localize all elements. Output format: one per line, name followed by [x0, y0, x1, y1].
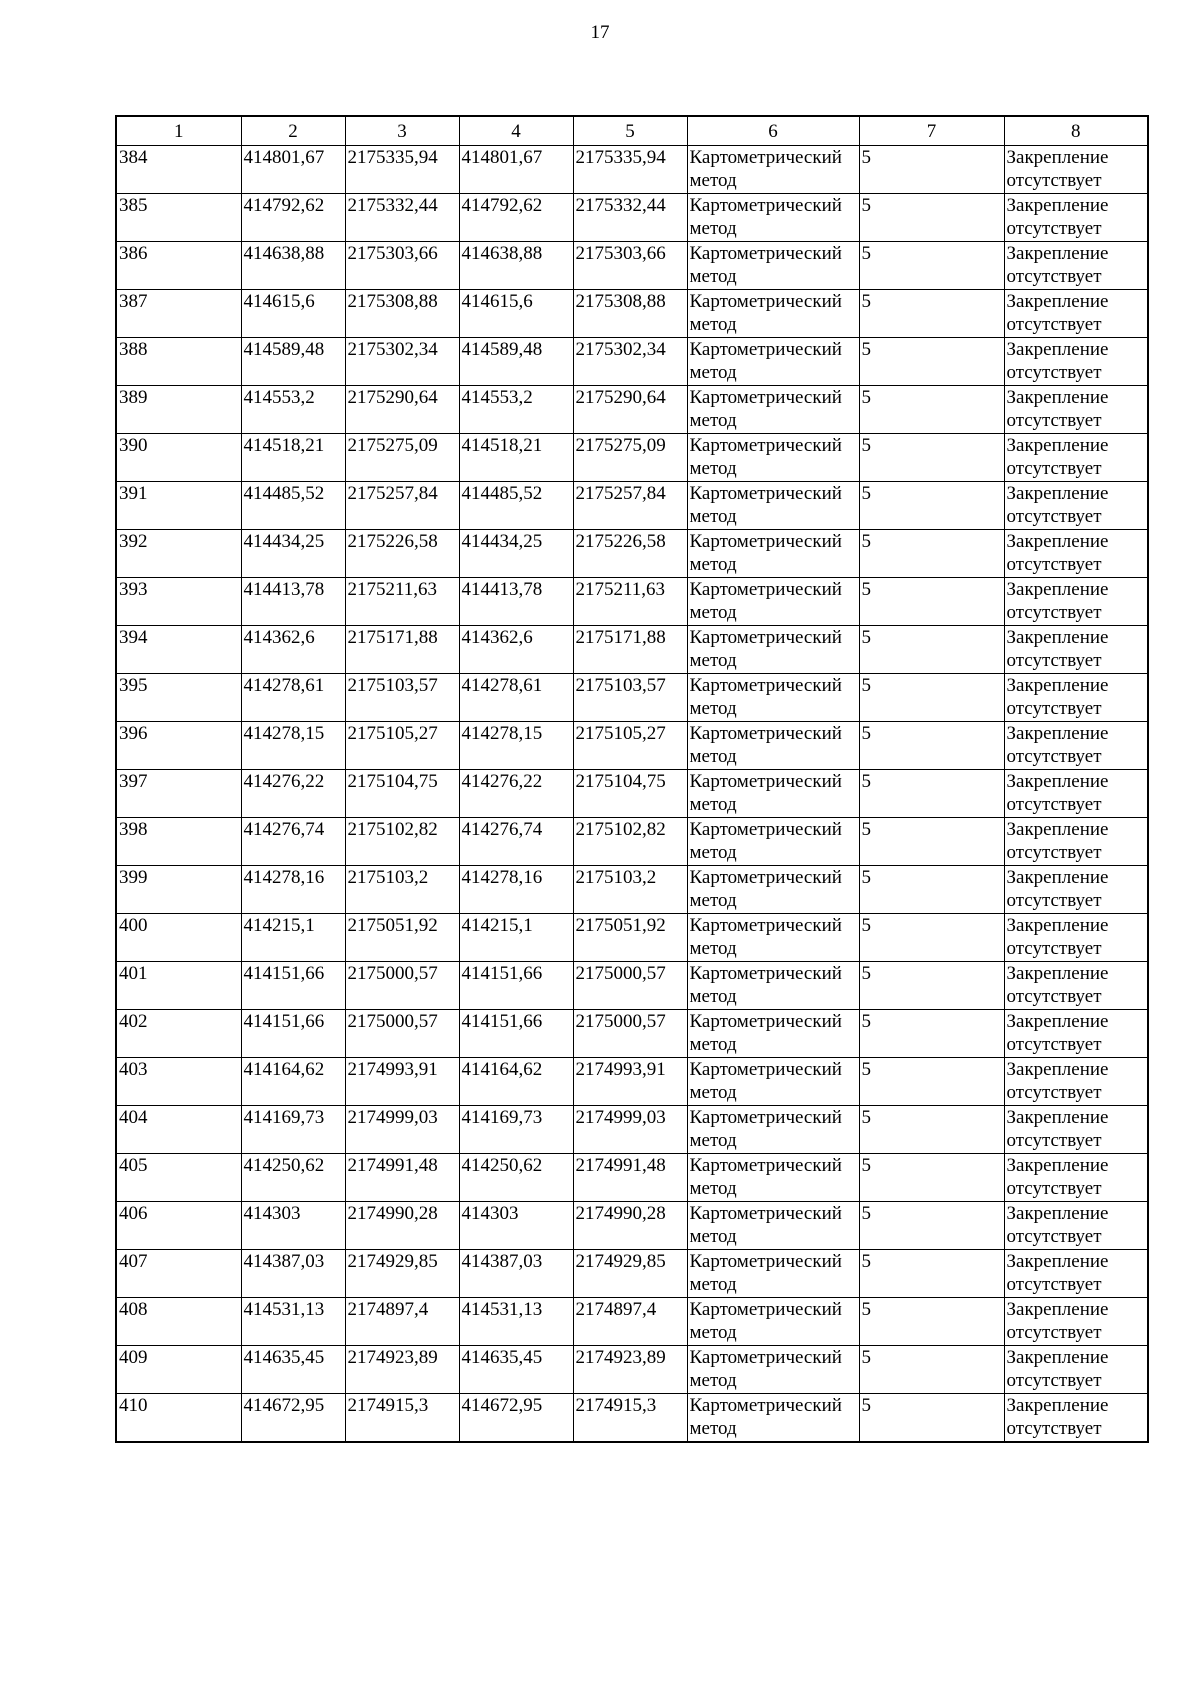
- method-cell: Картометрический метод: [687, 146, 859, 194]
- accuracy-cell: 5: [859, 146, 1004, 194]
- x-coordinate-cell: 414635,45: [241, 1346, 345, 1394]
- method-cell: Картометрический метод: [687, 770, 859, 818]
- accuracy-cell: 5: [859, 962, 1004, 1010]
- point-number-cell: 388: [116, 338, 241, 386]
- fixation-cell: Закрепление отсутствует: [1004, 338, 1148, 386]
- table-row: [116, 1106, 1148, 1154]
- y-coordinate-cell: 2175102,82: [573, 818, 687, 866]
- fixation-cell: Закрепление отсутствует: [1004, 1154, 1148, 1202]
- point-number-cell: 397: [116, 770, 241, 818]
- fixation-cell: Закрепление отсутствует: [1004, 722, 1148, 770]
- y-coordinate-cell: 2175302,34: [345, 338, 459, 386]
- method-cell: Картометрический метод: [687, 530, 859, 578]
- y-coordinate-cell: 2175171,88: [345, 626, 459, 674]
- y-coordinate-cell: 2174993,91: [573, 1058, 687, 1106]
- x-coordinate-cell: 414553,2: [459, 386, 573, 434]
- accuracy-cell: 5: [859, 1058, 1004, 1106]
- fixation-cell: Закрепление отсутствует: [1004, 1250, 1148, 1298]
- table-row: [116, 530, 1148, 578]
- accuracy-cell: 5: [859, 530, 1004, 578]
- fixation-cell: Закрепление отсутствует: [1004, 1058, 1148, 1106]
- point-number-cell: 402: [116, 1010, 241, 1058]
- y-coordinate-cell: 2175226,58: [573, 530, 687, 578]
- y-coordinate-cell: 2175308,88: [573, 290, 687, 338]
- method-cell: Картометрический метод: [687, 1010, 859, 1058]
- accuracy-cell: 5: [859, 914, 1004, 962]
- x-coordinate-cell: 414151,66: [241, 962, 345, 1010]
- accuracy-cell: 5: [859, 1106, 1004, 1154]
- column-header: 3: [345, 116, 459, 146]
- method-cell: Картометрический метод: [687, 962, 859, 1010]
- y-coordinate-cell: 2175102,82: [345, 818, 459, 866]
- y-coordinate-cell: 2175332,44: [573, 194, 687, 242]
- x-coordinate-cell: 414362,6: [459, 626, 573, 674]
- point-number-cell: 398: [116, 818, 241, 866]
- y-coordinate-cell: 2175103,2: [573, 866, 687, 914]
- x-coordinate-cell: 414387,03: [241, 1250, 345, 1298]
- y-coordinate-cell: 2174929,85: [573, 1250, 687, 1298]
- fixation-cell: Закрепление отсутствует: [1004, 866, 1148, 914]
- y-coordinate-cell: 2175211,63: [573, 578, 687, 626]
- accuracy-cell: 5: [859, 1346, 1004, 1394]
- fixation-cell: Закрепление отсутствует: [1004, 1106, 1148, 1154]
- accuracy-cell: 5: [859, 770, 1004, 818]
- y-coordinate-cell: 2175104,75: [573, 770, 687, 818]
- point-number-cell: 389: [116, 386, 241, 434]
- point-number-cell: 404: [116, 1106, 241, 1154]
- method-cell: Картометрический метод: [687, 866, 859, 914]
- x-coordinate-cell: 414169,73: [241, 1106, 345, 1154]
- accuracy-cell: 5: [859, 674, 1004, 722]
- fixation-cell: Закрепление отсутствует: [1004, 290, 1148, 338]
- table-row: [116, 1058, 1148, 1106]
- table-row: [116, 434, 1148, 482]
- method-cell: Картометрический метод: [687, 1202, 859, 1250]
- y-coordinate-cell: 2175171,88: [573, 626, 687, 674]
- method-cell: Картометрический метод: [687, 386, 859, 434]
- point-number-cell: 391: [116, 482, 241, 530]
- x-coordinate-cell: 414303: [459, 1202, 573, 1250]
- y-coordinate-cell: 2175104,75: [345, 770, 459, 818]
- accuracy-cell: 5: [859, 194, 1004, 242]
- y-coordinate-cell: 2175000,57: [573, 1010, 687, 1058]
- x-coordinate-cell: 414278,15: [459, 722, 573, 770]
- x-coordinate-cell: 414589,48: [241, 338, 345, 386]
- method-cell: Картометрический метод: [687, 818, 859, 866]
- point-number-cell: 385: [116, 194, 241, 242]
- table-row: [116, 626, 1148, 674]
- x-coordinate-cell: 414615,6: [241, 290, 345, 338]
- table-body: [116, 146, 1148, 1443]
- y-coordinate-cell: 2175000,57: [573, 962, 687, 1010]
- point-number-cell: 408: [116, 1298, 241, 1346]
- method-cell: Картометрический метод: [687, 578, 859, 626]
- y-coordinate-cell: 2174929,85: [345, 1250, 459, 1298]
- x-coordinate-cell: 414518,21: [241, 434, 345, 482]
- x-coordinate-cell: 414215,1: [241, 914, 345, 962]
- x-coordinate-cell: 414169,73: [459, 1106, 573, 1154]
- y-coordinate-cell: 2174923,89: [345, 1346, 459, 1394]
- x-coordinate-cell: 414278,61: [459, 674, 573, 722]
- x-coordinate-cell: 414278,16: [241, 866, 345, 914]
- column-header: 8: [1004, 116, 1148, 146]
- x-coordinate-cell: 414164,62: [459, 1058, 573, 1106]
- x-coordinate-cell: 414250,62: [459, 1154, 573, 1202]
- y-coordinate-cell: 2175103,57: [573, 674, 687, 722]
- method-cell: Картометрический метод: [687, 626, 859, 674]
- table-row: [116, 818, 1148, 866]
- point-number-cell: 387: [116, 290, 241, 338]
- x-coordinate-cell: 414518,21: [459, 434, 573, 482]
- accuracy-cell: 5: [859, 818, 1004, 866]
- x-coordinate-cell: 414434,25: [459, 530, 573, 578]
- fixation-cell: Закрепление отсутствует: [1004, 914, 1148, 962]
- x-coordinate-cell: 414485,52: [241, 482, 345, 530]
- column-header: 4: [459, 116, 573, 146]
- method-cell: Картометрический метод: [687, 242, 859, 290]
- x-coordinate-cell: 414276,74: [241, 818, 345, 866]
- accuracy-cell: 5: [859, 482, 1004, 530]
- point-number-cell: 399: [116, 866, 241, 914]
- table-row: [116, 290, 1148, 338]
- x-coordinate-cell: 414276,22: [241, 770, 345, 818]
- x-coordinate-cell: 414413,78: [241, 578, 345, 626]
- method-cell: Картометрический метод: [687, 338, 859, 386]
- table-row: [116, 674, 1148, 722]
- point-number-cell: 407: [116, 1250, 241, 1298]
- method-cell: Картометрический метод: [687, 482, 859, 530]
- x-coordinate-cell: 414531,13: [241, 1298, 345, 1346]
- method-cell: Картометрический метод: [687, 194, 859, 242]
- column-header: 5: [573, 116, 687, 146]
- fixation-cell: Закрепление отсутствует: [1004, 530, 1148, 578]
- x-coordinate-cell: 414276,74: [459, 818, 573, 866]
- method-cell: Картометрический метод: [687, 290, 859, 338]
- table-row: [116, 386, 1148, 434]
- coordinates-table: [115, 115, 1149, 1443]
- y-coordinate-cell: 2175226,58: [345, 530, 459, 578]
- y-coordinate-cell: 2174999,03: [345, 1106, 459, 1154]
- point-number-cell: 396: [116, 722, 241, 770]
- x-coordinate-cell: 414801,67: [241, 146, 345, 194]
- point-number-cell: 390: [116, 434, 241, 482]
- table-row: [116, 914, 1148, 962]
- y-coordinate-cell: 2175211,63: [345, 578, 459, 626]
- x-coordinate-cell: 414151,66: [459, 962, 573, 1010]
- y-coordinate-cell: 2175275,09: [573, 434, 687, 482]
- y-coordinate-cell: 2175290,64: [345, 386, 459, 434]
- y-coordinate-cell: 2175290,64: [573, 386, 687, 434]
- x-coordinate-cell: 414413,78: [459, 578, 573, 626]
- y-coordinate-cell: 2175051,92: [345, 914, 459, 962]
- x-coordinate-cell: 414215,1: [459, 914, 573, 962]
- table-row: [116, 866, 1148, 914]
- accuracy-cell: 5: [859, 722, 1004, 770]
- fixation-cell: Закрепление отсутствует: [1004, 194, 1148, 242]
- table-row: [116, 1394, 1148, 1443]
- y-coordinate-cell: 2174897,4: [345, 1298, 459, 1346]
- x-coordinate-cell: 414434,25: [241, 530, 345, 578]
- fixation-cell: Закрепление отсутствует: [1004, 1394, 1148, 1443]
- y-coordinate-cell: 2175302,34: [573, 338, 687, 386]
- column-header: 7: [859, 116, 1004, 146]
- accuracy-cell: 5: [859, 338, 1004, 386]
- x-coordinate-cell: 414672,95: [241, 1394, 345, 1443]
- point-number-cell: 409: [116, 1346, 241, 1394]
- fixation-cell: Закрепление отсутствует: [1004, 242, 1148, 290]
- table-row: [116, 146, 1148, 194]
- y-coordinate-cell: 2175000,57: [345, 962, 459, 1010]
- point-number-cell: 394: [116, 626, 241, 674]
- fixation-cell: Закрепление отсутствует: [1004, 626, 1148, 674]
- method-cell: Картометрический метод: [687, 1346, 859, 1394]
- accuracy-cell: 5: [859, 1250, 1004, 1298]
- method-cell: Картометрический метод: [687, 1058, 859, 1106]
- y-coordinate-cell: 2175105,27: [573, 722, 687, 770]
- method-cell: Картометрический метод: [687, 1250, 859, 1298]
- accuracy-cell: 5: [859, 242, 1004, 290]
- y-coordinate-cell: 2175103,2: [345, 866, 459, 914]
- fixation-cell: Закрепление отсутствует: [1004, 434, 1148, 482]
- y-coordinate-cell: 2175275,09: [345, 434, 459, 482]
- x-coordinate-cell: 414589,48: [459, 338, 573, 386]
- x-coordinate-cell: 414638,88: [241, 242, 345, 290]
- point-number-cell: 395: [116, 674, 241, 722]
- y-coordinate-cell: 2175332,44: [345, 194, 459, 242]
- fixation-cell: Закрепление отсутствует: [1004, 674, 1148, 722]
- table-row: [116, 770, 1148, 818]
- x-coordinate-cell: 414638,88: [459, 242, 573, 290]
- fixation-cell: Закрепление отсутствует: [1004, 1346, 1148, 1394]
- table-row: [116, 1250, 1148, 1298]
- point-number-cell: 403: [116, 1058, 241, 1106]
- table-row: [116, 578, 1148, 626]
- point-number-cell: 400: [116, 914, 241, 962]
- fixation-cell: Закрепление отсутствует: [1004, 962, 1148, 1010]
- method-cell: Картометрический метод: [687, 434, 859, 482]
- y-coordinate-cell: 2175051,92: [573, 914, 687, 962]
- y-coordinate-cell: 2174990,28: [345, 1202, 459, 1250]
- method-cell: Картометрический метод: [687, 722, 859, 770]
- table-row: [116, 1298, 1148, 1346]
- table-row: [116, 1346, 1148, 1394]
- x-coordinate-cell: 414801,67: [459, 146, 573, 194]
- table-row: [116, 482, 1148, 530]
- accuracy-cell: 5: [859, 434, 1004, 482]
- y-coordinate-cell: 2174897,4: [573, 1298, 687, 1346]
- x-coordinate-cell: 414250,62: [241, 1154, 345, 1202]
- method-cell: Картометрический метод: [687, 1154, 859, 1202]
- fixation-cell: Закрепление отсутствует: [1004, 578, 1148, 626]
- table-row: [116, 242, 1148, 290]
- y-coordinate-cell: 2175308,88: [345, 290, 459, 338]
- x-coordinate-cell: 414792,62: [241, 194, 345, 242]
- x-coordinate-cell: 414151,66: [241, 1010, 345, 1058]
- x-coordinate-cell: 414278,61: [241, 674, 345, 722]
- point-number-cell: 384: [116, 146, 241, 194]
- x-coordinate-cell: 414553,2: [241, 386, 345, 434]
- point-number-cell: 405: [116, 1154, 241, 1202]
- table-row: [116, 194, 1148, 242]
- y-coordinate-cell: 2175335,94: [345, 146, 459, 194]
- x-coordinate-cell: 414792,62: [459, 194, 573, 242]
- point-number-cell: 406: [116, 1202, 241, 1250]
- table-row: [116, 1010, 1148, 1058]
- y-coordinate-cell: 2175257,84: [345, 482, 459, 530]
- y-coordinate-cell: 2174991,48: [573, 1154, 687, 1202]
- y-coordinate-cell: 2175105,27: [345, 722, 459, 770]
- y-coordinate-cell: 2174991,48: [345, 1154, 459, 1202]
- fixation-cell: Закрепление отсутствует: [1004, 1010, 1148, 1058]
- fixation-cell: Закрепление отсутствует: [1004, 482, 1148, 530]
- x-coordinate-cell: 414387,03: [459, 1250, 573, 1298]
- x-coordinate-cell: 414635,45: [459, 1346, 573, 1394]
- y-coordinate-cell: 2175335,94: [573, 146, 687, 194]
- y-coordinate-cell: 2175257,84: [573, 482, 687, 530]
- x-coordinate-cell: 414615,6: [459, 290, 573, 338]
- x-coordinate-cell: 414276,22: [459, 770, 573, 818]
- method-cell: Картометрический метод: [687, 674, 859, 722]
- table-row: [116, 962, 1148, 1010]
- method-cell: Картометрический метод: [687, 1106, 859, 1154]
- point-number-cell: 392: [116, 530, 241, 578]
- table-row: [116, 1202, 1148, 1250]
- column-header: 6: [687, 116, 859, 146]
- header-row: [116, 116, 1148, 146]
- point-number-cell: 393: [116, 578, 241, 626]
- x-coordinate-cell: 414672,95: [459, 1394, 573, 1443]
- x-coordinate-cell: 414531,13: [459, 1298, 573, 1346]
- method-cell: Картометрический метод: [687, 914, 859, 962]
- y-coordinate-cell: 2174915,3: [573, 1394, 687, 1443]
- x-coordinate-cell: 414303: [241, 1202, 345, 1250]
- accuracy-cell: 5: [859, 290, 1004, 338]
- accuracy-cell: 5: [859, 1010, 1004, 1058]
- point-number-cell: 410: [116, 1394, 241, 1443]
- y-coordinate-cell: 2175103,57: [345, 674, 459, 722]
- accuracy-cell: 5: [859, 1298, 1004, 1346]
- y-coordinate-cell: 2174999,03: [573, 1106, 687, 1154]
- accuracy-cell: 5: [859, 1394, 1004, 1443]
- page-number: 17: [590, 22, 610, 43]
- column-header: 2: [241, 116, 345, 146]
- table-row: [116, 1154, 1148, 1202]
- y-coordinate-cell: 2175303,66: [345, 242, 459, 290]
- x-coordinate-cell: 414151,66: [459, 1010, 573, 1058]
- x-coordinate-cell: 414362,6: [241, 626, 345, 674]
- fixation-cell: Закрепление отсутствует: [1004, 818, 1148, 866]
- x-coordinate-cell: 414164,62: [241, 1058, 345, 1106]
- method-cell: Картометрический метод: [687, 1394, 859, 1443]
- y-coordinate-cell: 2175000,57: [345, 1010, 459, 1058]
- y-coordinate-cell: 2174993,91: [345, 1058, 459, 1106]
- table-row: [116, 338, 1148, 386]
- method-cell: Картометрический метод: [687, 1298, 859, 1346]
- point-number-cell: 401: [116, 962, 241, 1010]
- accuracy-cell: 5: [859, 1202, 1004, 1250]
- x-coordinate-cell: 414485,52: [459, 482, 573, 530]
- x-coordinate-cell: 414278,16: [459, 866, 573, 914]
- accuracy-cell: 5: [859, 1154, 1004, 1202]
- accuracy-cell: 5: [859, 578, 1004, 626]
- fixation-cell: Закрепление отсутствует: [1004, 386, 1148, 434]
- table-row: [116, 722, 1148, 770]
- fixation-cell: Закрепление отсутствует: [1004, 1298, 1148, 1346]
- y-coordinate-cell: 2175303,66: [573, 242, 687, 290]
- y-coordinate-cell: 2174990,28: [573, 1202, 687, 1250]
- fixation-cell: Закрепление отсутствует: [1004, 1202, 1148, 1250]
- accuracy-cell: 5: [859, 626, 1004, 674]
- y-coordinate-cell: 2174923,89: [573, 1346, 687, 1394]
- fixation-cell: Закрепление отсутствует: [1004, 770, 1148, 818]
- y-coordinate-cell: 2174915,3: [345, 1394, 459, 1443]
- accuracy-cell: 5: [859, 866, 1004, 914]
- x-coordinate-cell: 414278,15: [241, 722, 345, 770]
- column-header: 1: [116, 116, 241, 146]
- point-number-cell: 386: [116, 242, 241, 290]
- accuracy-cell: 5: [859, 386, 1004, 434]
- fixation-cell: Закрепление отсутствует: [1004, 146, 1148, 194]
